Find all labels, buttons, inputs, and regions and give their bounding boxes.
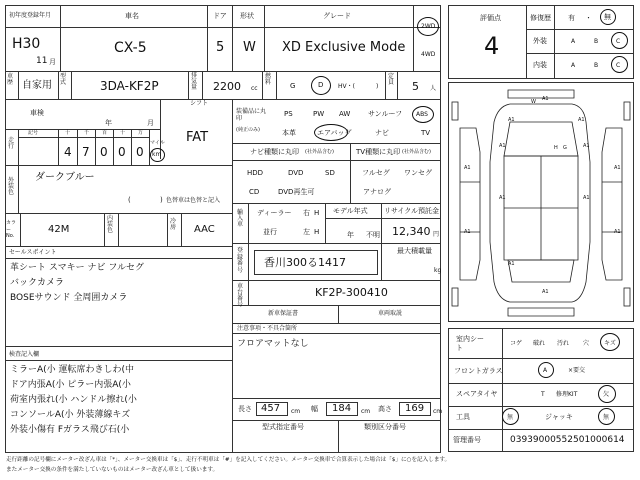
- jack-none: 無: [603, 414, 610, 421]
- interior-grade-label: 内装: [533, 61, 547, 69]
- model-year-unit: 年: [347, 231, 354, 239]
- digit-label-ten: 十: [120, 130, 126, 136]
- notes-label: 注意事項・不具合箇所: [237, 325, 298, 332]
- digit-label-tenthousand: 十: [65, 130, 71, 136]
- damage-mark-5: A1: [583, 143, 590, 149]
- footer-line-2: またメーター交換の条件を満たしていないものはメーター改ざん車として扱います。: [6, 467, 219, 473]
- model-name: CX-5: [114, 40, 147, 56]
- equip-pw: PW: [313, 110, 325, 118]
- exterior-grade-c: C: [616, 38, 621, 45]
- recycle-yen: 円: [433, 231, 440, 238]
- shape-value: W: [243, 40, 256, 55]
- inspect-line-1: ミラーA(小 運転席わきしわ(中: [10, 365, 135, 375]
- damage-mark-4: A1: [499, 143, 506, 149]
- length-label: 長さ: [238, 405, 252, 413]
- equip-airbag: エアバッグ: [317, 129, 352, 137]
- color-note: 色替車は色替と記入: [166, 197, 221, 204]
- import-h1: H: [314, 209, 320, 217]
- import-label: 輸入車: [237, 209, 244, 228]
- max-load-kg: kg: [434, 267, 442, 274]
- inspect-line-3: 荷室内張れ(小 ハンドル擦れ(小: [10, 395, 137, 405]
- nav-dvd: DVD: [288, 169, 304, 177]
- damage-mark-9: A1: [583, 195, 590, 201]
- tv-oneseg: ワンセグ: [404, 169, 432, 177]
- tv-fullseg: フルセグ: [362, 169, 390, 177]
- disp-value: 2200: [213, 80, 241, 93]
- inspect-line-4: コンソールA(小 外装薄線キズ: [10, 410, 131, 420]
- damage-mark-w: W: [531, 99, 536, 105]
- import-left: 左: [303, 228, 310, 236]
- reg-year: H30: [12, 36, 41, 52]
- damage-mark-11: A1: [614, 229, 621, 235]
- type-label: 型式: [60, 73, 67, 86]
- notes-line-1: フロアマットなし: [237, 339, 309, 349]
- interior-grade-b: B: [594, 62, 599, 69]
- type-no-label: 型式指定番号: [262, 423, 304, 431]
- manual-label: 車両取説: [378, 310, 403, 317]
- fuel-g: G: [290, 82, 296, 90]
- tool-none: 無: [507, 414, 514, 421]
- shape-label: 形状: [240, 12, 254, 20]
- ac-label: 冷房: [170, 218, 177, 231]
- car-diagram-svg: [448, 82, 634, 322]
- exterior-grade-a: A: [571, 38, 576, 45]
- frame-label: 車台番号: [237, 283, 244, 308]
- reg-month: 11: [36, 56, 48, 66]
- digit-label-man: 万: [138, 130, 144, 136]
- equip-ps: PS: [284, 110, 293, 118]
- fuel-hv: HV・(: [338, 83, 355, 90]
- mileage-digit-2: 7: [82, 145, 90, 159]
- damage-mark-1: A1: [542, 96, 549, 102]
- mileage-digit-3: 0: [100, 145, 108, 159]
- nav-sd: SD: [325, 169, 335, 177]
- grade-value: XD Exclusive Mode: [282, 40, 406, 55]
- frame-value: KF2P-300410: [315, 286, 388, 299]
- damage-mark-2: A1: [508, 117, 515, 123]
- interior-grade-c: C: [616, 62, 621, 69]
- plate-label: 登録番号: [237, 247, 244, 274]
- spare-t: T: [541, 391, 545, 398]
- width-unit: cm: [361, 408, 371, 415]
- width-label: 幅: [311, 405, 318, 413]
- capacity-label: 定員: [388, 73, 395, 86]
- seat-scratch: キズ: [604, 340, 616, 347]
- import-right: 右: [303, 209, 310, 217]
- equip-tv: TV: [421, 129, 431, 137]
- seat-tear: 破れ: [533, 340, 546, 347]
- drive-4wd: 4WD: [421, 51, 436, 58]
- digit-label-thousand: 千: [84, 130, 90, 136]
- fuel-label: 燃料: [265, 73, 272, 86]
- mileage-side-label: 走行: [8, 137, 15, 150]
- tv-sub: (社外品含む): [402, 149, 431, 155]
- length-unit: cm: [291, 408, 301, 415]
- type-value: 3DA-KF2P: [100, 79, 159, 93]
- seat-label: 室内シート: [456, 335, 484, 353]
- model-year-unknown: 不明: [366, 231, 380, 239]
- capacity-value: 5: [412, 80, 419, 93]
- equip-leather: 本革: [282, 129, 296, 137]
- glass-a: A: [543, 367, 548, 374]
- height-unit: cm: [433, 408, 443, 415]
- nav-cd: CD: [249, 188, 260, 196]
- unit-mile: マイル: [150, 140, 165, 146]
- digit-label-symbol: 記号: [28, 130, 39, 136]
- damage-mark-g: G: [563, 145, 567, 151]
- disp-label: 排気量: [191, 72, 198, 91]
- reg-label: 初年度登録年月: [9, 12, 52, 19]
- import-dealer: ディーラー: [257, 209, 292, 217]
- equip-abs: ABS: [416, 111, 428, 118]
- inspect-line-2: ドア内張A(小 ピラー内張A(小: [10, 380, 131, 390]
- grade-label: グレード: [323, 12, 351, 20]
- nav-hdd: HDD: [247, 169, 264, 177]
- model-year-label: モデル年式: [333, 207, 368, 215]
- fuel-d: D: [318, 81, 324, 89]
- use-label: 車歴: [7, 73, 14, 86]
- glass-x: ×要交: [568, 367, 586, 374]
- unit-km: km: [152, 151, 162, 158]
- score-value: 4: [484, 32, 500, 60]
- control-label: 管理番号: [453, 436, 481, 444]
- disp-unit: cc: [251, 85, 258, 92]
- damage-mark-6: A1: [464, 165, 471, 171]
- color-note-open: (: [128, 196, 131, 204]
- glass-label: フロントガラス: [454, 367, 503, 375]
- mileage-digit-5: 0: [136, 145, 144, 159]
- damage-mark-13: A1: [542, 289, 549, 295]
- repair-dot: ・: [585, 14, 592, 22]
- inspection-label: 車検: [30, 109, 44, 117]
- tv-header: TV種類に丸印: [356, 148, 401, 156]
- height-label: 高さ: [378, 405, 392, 413]
- spare-repair: 修理KIT: [556, 391, 578, 398]
- seat-burn: コゲ: [510, 340, 523, 347]
- use-value: 自家用: [22, 80, 52, 91]
- damage-mark-12: A1: [508, 261, 515, 267]
- exterior-grade-label: 外装: [533, 37, 547, 45]
- sales-point-line-3: BOSEサウンド 全周囲カメラ: [10, 293, 128, 303]
- color-no-value: 42M: [48, 224, 70, 235]
- import-h2: H: [314, 228, 320, 236]
- equip-navi: ナビ: [375, 129, 389, 137]
- interior-color-label: 内装色: [107, 215, 114, 234]
- tool-label: 工具: [456, 413, 470, 421]
- width-value: 184: [332, 403, 352, 414]
- capacity-unit: 人: [430, 85, 437, 92]
- inspection-month: 月: [147, 119, 154, 127]
- doors-value: 5: [216, 40, 225, 55]
- repair-yes: 有: [568, 14, 575, 22]
- doors-label: ドア: [213, 12, 227, 20]
- equip-label: 装備品に丸印: [236, 108, 267, 123]
- control-number: 03939000552501000614: [510, 435, 625, 445]
- nav-sub: (社外品含む): [305, 149, 334, 155]
- sales-points-label: セールスポイント: [9, 249, 57, 256]
- score-label: 評価点: [480, 14, 501, 22]
- sales-point-line-1: 革シート スマキー ナビ フルセグ: [10, 263, 145, 273]
- class-no-label: 類別区分番号: [364, 423, 406, 431]
- tv-analog: アナログ: [363, 188, 391, 196]
- equip-sunroof: サンルーフ: [368, 110, 403, 118]
- exterior-color-label: 外装色: [8, 177, 15, 196]
- exterior-grade-b: B: [594, 38, 599, 45]
- damage-mark-10: A1: [464, 229, 471, 235]
- model-label: 車名: [125, 12, 139, 20]
- recycle-value: 12,340: [392, 225, 431, 238]
- equip-aw: AW: [339, 110, 351, 118]
- repair-no: 無: [604, 13, 611, 21]
- jack-label: ジャッキ: [545, 413, 573, 421]
- plate-value: 香川300る1417: [264, 256, 346, 269]
- damage-mark-h: H: [554, 145, 558, 151]
- nav-header: ナビ種類に丸印: [250, 148, 299, 156]
- seat-hole: 穴: [583, 340, 590, 347]
- sales-point-line-2: バックカメラ: [10, 278, 65, 288]
- shift-value: FAT: [186, 130, 209, 145]
- max-load-label: 最大積載量: [397, 247, 432, 255]
- color-note-close: ): [160, 196, 163, 204]
- equip-sub: (純正のみ): [236, 127, 260, 133]
- seat-dirt: 汚れ: [557, 340, 570, 347]
- inspect-line-5: 外装小傷有 Fガラス飛び石(小: [10, 425, 130, 435]
- damage-mark-7: A1: [614, 165, 621, 171]
- spare-label: スペアタイヤ: [456, 390, 498, 398]
- inspect-label: 検査記入欄: [9, 351, 40, 358]
- import-parallel: 並行: [263, 228, 277, 236]
- nav-dvd-play: DVD再生可: [278, 188, 315, 196]
- ac-value: AAC: [194, 224, 215, 235]
- interior-grade-a: A: [571, 62, 576, 69]
- shift-label: シフト: [190, 100, 209, 107]
- mileage-digit-4: 0: [118, 145, 126, 159]
- inspection-year: 年: [105, 119, 112, 127]
- footer-line-1: 走行距離の記号欄にメーター改ざん車は「*」、メーター交換車は「$」、走行不明車は「#」を記入してください。メーター交換車で合算表示した場合は「$」に○を記入します。: [6, 457, 451, 463]
- repair-label: 修復歴: [530, 14, 551, 22]
- fuel-close: ): [376, 83, 379, 90]
- color-no-label: カラーNo.: [6, 220, 17, 239]
- damage-mark-3: A1: [578, 117, 585, 123]
- reg-month-unit: 月: [49, 58, 56, 66]
- recycle-label: リサイクル預託金: [384, 207, 440, 215]
- warranty-label: 新車保証書: [268, 310, 299, 317]
- spare-none: 欠: [603, 391, 610, 398]
- mileage-digit-1: 4: [64, 145, 72, 159]
- height-value: 169: [405, 403, 425, 414]
- exterior-color-value: ダークブルー: [35, 172, 95, 183]
- length-value: 457: [261, 403, 281, 414]
- digit-label-hundred: 百: [102, 130, 108, 136]
- damage-mark-8: A1: [499, 195, 506, 201]
- drive-2wd: 2WD: [421, 23, 436, 30]
